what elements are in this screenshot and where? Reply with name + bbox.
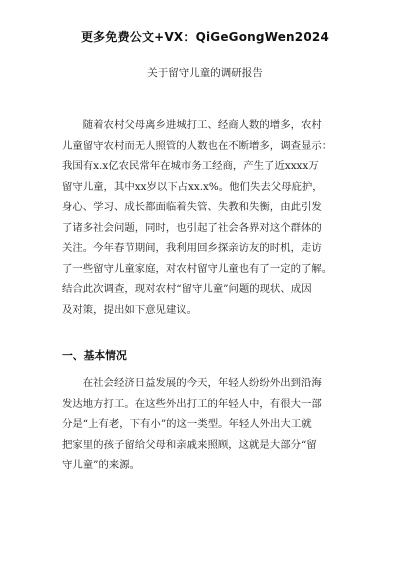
section-heading: 一、基本情况: [62, 349, 127, 362]
paragraph-line: 把家里的孩子留给父母和亲戚来照顾，这就是大部分“留: [62, 438, 317, 451]
paragraph-line: 留守儿童，其中xx岁以下占xx.x%。他们失去父母庇护，: [62, 180, 323, 193]
paragraph-line: 及对策，提出如下意见建议。: [62, 303, 198, 316]
promo-banner: 更多免费公文+VX：QiGeGongWen2024: [80, 30, 329, 44]
paragraph-line: 关注。今年春节期间，我利用回乡探亲访友的时机，走访: [62, 242, 322, 254]
paragraph-line: 身心、学习、成长都面临着失管、失教和失衡，由此引发: [62, 201, 322, 213]
paragraph-line: 发达地方打工。在这些外出打工的年轻人中，有很大一部: [62, 397, 322, 410]
paragraph-line: 结合此次调查，现对农村“留守儿童”问题的现状、成因: [62, 283, 312, 295]
paragraph-line: 儿童留守农村而无人照管的人数也在不断增多，调查显示：: [62, 139, 333, 152]
paragraph-line: 了一些留守儿童家庭，对农村留守儿童也有了一定的了解。: [62, 262, 333, 275]
paragraph-line: 随着农村父母离乡进城打工、经商人数的增多，农村: [62, 119, 322, 131]
paragraph-line: 我国有x.x亿农民常年在城市务工经商，产生了近xxxx万: [62, 160, 319, 172]
paragraph-line: 守儿童”的来源。: [62, 459, 141, 471]
paragraph-line: 在社会经济日益发展的今天，年轻人纷纷外出到沿海: [62, 377, 322, 389]
paragraph-line: 了诸多社会问题，同时，也引起了社会各界对这个群体的: [62, 221, 322, 234]
document-title: 关于留守儿童的调研报告: [147, 67, 263, 79]
intro-paragraph: [62, 115, 358, 320]
paragraph-line: 分是“上有老，下有小”的这一类型。年轻人外出大工就: [62, 418, 312, 430]
section-paragraph: [62, 373, 358, 476]
